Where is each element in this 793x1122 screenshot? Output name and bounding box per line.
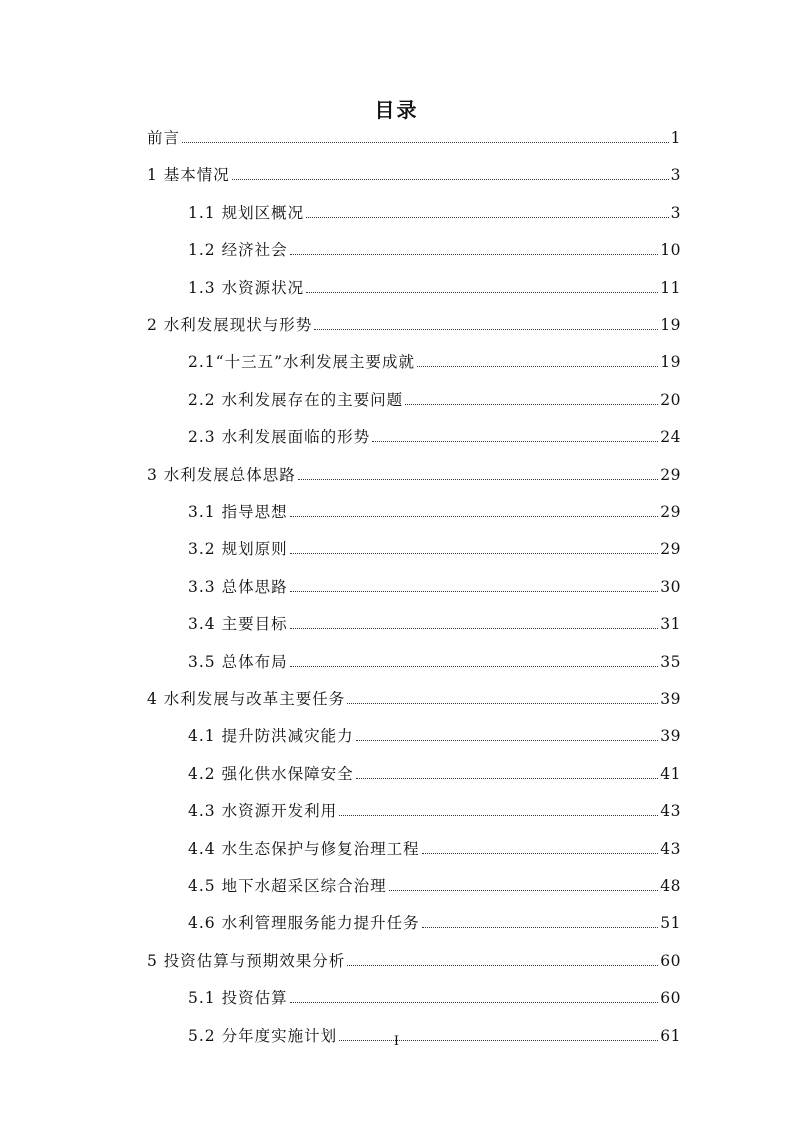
toc-entry-label: 4.5 地下水超采区综合治理 xyxy=(188,877,387,895)
toc-entry-page-number: 48 xyxy=(660,877,681,895)
toc-entry-page-number: 35 xyxy=(660,652,681,671)
dot-leader xyxy=(290,628,659,629)
toc-entry[interactable] xyxy=(147,683,681,709)
toc-entry[interactable] xyxy=(188,384,681,410)
dot-leader xyxy=(232,179,669,180)
toc-entry[interactable] xyxy=(188,234,681,260)
toc-entry-page-number: 3 xyxy=(670,166,681,185)
toc-entry-label: 2.1“十三五”水利发展主要成就 xyxy=(188,353,415,372)
dot-leader xyxy=(290,591,659,592)
toc-entry-page-number: 31 xyxy=(660,615,681,634)
toc-entry-label: 3.5 总体布局 xyxy=(188,652,288,671)
toc-entry-label: 4.1 提升防洪减灾能力 xyxy=(188,727,354,746)
toc-entry-page-number: 61 xyxy=(660,1026,681,1045)
dot-leader xyxy=(422,853,659,854)
toc-entry-page-number: 39 xyxy=(660,727,681,746)
toc-entry-label: 3.3 总体思路 xyxy=(188,577,288,596)
toc-entry-page-number: 51 xyxy=(660,914,681,933)
toc-entry[interactable] xyxy=(147,309,681,335)
toc-entry-label: 1.1 规划区概况 xyxy=(188,203,305,222)
toc-entry-page-number: 20 xyxy=(660,390,681,409)
toc-entry-page-number: 10 xyxy=(660,241,681,260)
dot-leader xyxy=(417,366,658,367)
toc-entry[interactable] xyxy=(188,982,681,1008)
dot-leader xyxy=(422,927,659,928)
toc-entry-page-number: 60 xyxy=(660,989,681,1008)
toc-entry-label: 1.3 水资源状况 xyxy=(188,278,305,297)
toc-entry-label: 2.2 水利发展存在的主要问题 xyxy=(188,390,404,409)
toc-entry[interactable] xyxy=(188,571,681,597)
toc-entry-label: 1.2 经济社会 xyxy=(188,241,288,260)
toc-entry[interactable] xyxy=(147,159,681,185)
toc-entry-page-number: 29 xyxy=(660,503,681,521)
toc-entry-label: 4 水利发展与改革主要任务 xyxy=(147,690,346,708)
toc-entry-page-number: 30 xyxy=(660,577,681,596)
dot-leader xyxy=(290,254,659,255)
dot-leader xyxy=(298,479,658,480)
toc-entry-label: 3.2 规划原则 xyxy=(188,540,288,559)
toc-entry-label: 5.2 分年度实施计划 xyxy=(188,1026,338,1045)
toc-entry-page-number: 60 xyxy=(660,951,681,970)
toc-entry-label: 3.1 指导思想 xyxy=(188,503,288,521)
dot-leader xyxy=(314,329,658,330)
toc-entry-label: 4.4 水生态保护与修复治理工程 xyxy=(188,839,420,858)
toc-entry-label: 4.6 水利管理服务能力提升任务 xyxy=(188,914,420,933)
toc-entry-page-number: 24 xyxy=(660,428,681,447)
dot-leader xyxy=(356,778,659,779)
dot-leader xyxy=(356,740,659,741)
toc-entry[interactable] xyxy=(188,833,681,859)
toc-entry-label: 2.3 水利发展面临的形势 xyxy=(188,428,371,447)
toc-entry[interactable] xyxy=(188,646,681,672)
toc-entry-page-number: 29 xyxy=(660,465,681,484)
toc-entry-page-number: 39 xyxy=(660,690,681,708)
dot-leader xyxy=(306,217,669,218)
toc-entry[interactable] xyxy=(147,459,681,485)
page-number-footer: I xyxy=(393,1034,400,1049)
toc-entry-page-number: 43 xyxy=(660,839,681,858)
dot-leader xyxy=(372,441,658,442)
dot-leader xyxy=(347,965,658,966)
toc-entry[interactable] xyxy=(147,122,681,148)
dot-leader xyxy=(347,703,658,704)
dot-leader xyxy=(306,292,658,293)
dot-leader xyxy=(290,1002,659,1003)
toc-entry-page-number: 19 xyxy=(660,316,681,334)
toc-entry-label: 5.1 投资估算 xyxy=(188,989,288,1008)
toc-entry-page-number: 43 xyxy=(660,802,681,821)
toc-entry-page-number: 19 xyxy=(660,353,681,372)
toc-entry[interactable] xyxy=(188,496,681,522)
toc-entry[interactable] xyxy=(188,795,681,821)
toc-entry-page-number: 41 xyxy=(660,764,681,783)
toc-entry[interactable] xyxy=(188,870,681,896)
dot-leader xyxy=(290,516,659,517)
dot-leader xyxy=(339,815,658,816)
toc-entry-label: 4.3 水资源开发利用 xyxy=(188,802,338,821)
toc-entry-label: 2 水利发展现状与形势 xyxy=(147,316,313,334)
dot-leader xyxy=(290,666,659,667)
toc-entry-label: 5 投资估算与预期效果分析 xyxy=(147,951,346,970)
toc-entry-page-number: 11 xyxy=(660,278,681,297)
toc-entry-label: 3.4 主要目标 xyxy=(188,615,288,634)
dot-leader xyxy=(389,890,659,891)
toc-entry[interactable] xyxy=(188,197,681,223)
toc-entry[interactable] xyxy=(188,720,681,746)
toc-entry[interactable] xyxy=(188,533,681,559)
dot-leader xyxy=(290,553,659,554)
toc-entry[interactable] xyxy=(188,758,681,784)
toc-entry-page-number: 3 xyxy=(670,203,681,222)
toc-entry-label: 前言 xyxy=(147,129,181,147)
toc-entry-page-number: 1 xyxy=(670,129,681,147)
toc-entry[interactable] xyxy=(188,346,681,372)
toc-entry-page-number: 29 xyxy=(660,540,681,559)
dot-leader xyxy=(405,404,658,405)
toc-entry[interactable] xyxy=(147,945,681,971)
toc-entry[interactable] xyxy=(188,421,681,447)
toc-entry[interactable] xyxy=(188,608,681,634)
toc-entry-label: 4.2 强化供水保障安全 xyxy=(188,764,354,783)
toc-entry[interactable] xyxy=(188,907,681,933)
toc-entry-label: 1 基本情况 xyxy=(147,166,230,185)
toc-entry-label: 3 水利发展总体思路 xyxy=(147,465,296,484)
toc-title: 目录 xyxy=(374,98,419,122)
dot-leader xyxy=(182,142,669,143)
toc-entry[interactable] xyxy=(188,272,681,298)
